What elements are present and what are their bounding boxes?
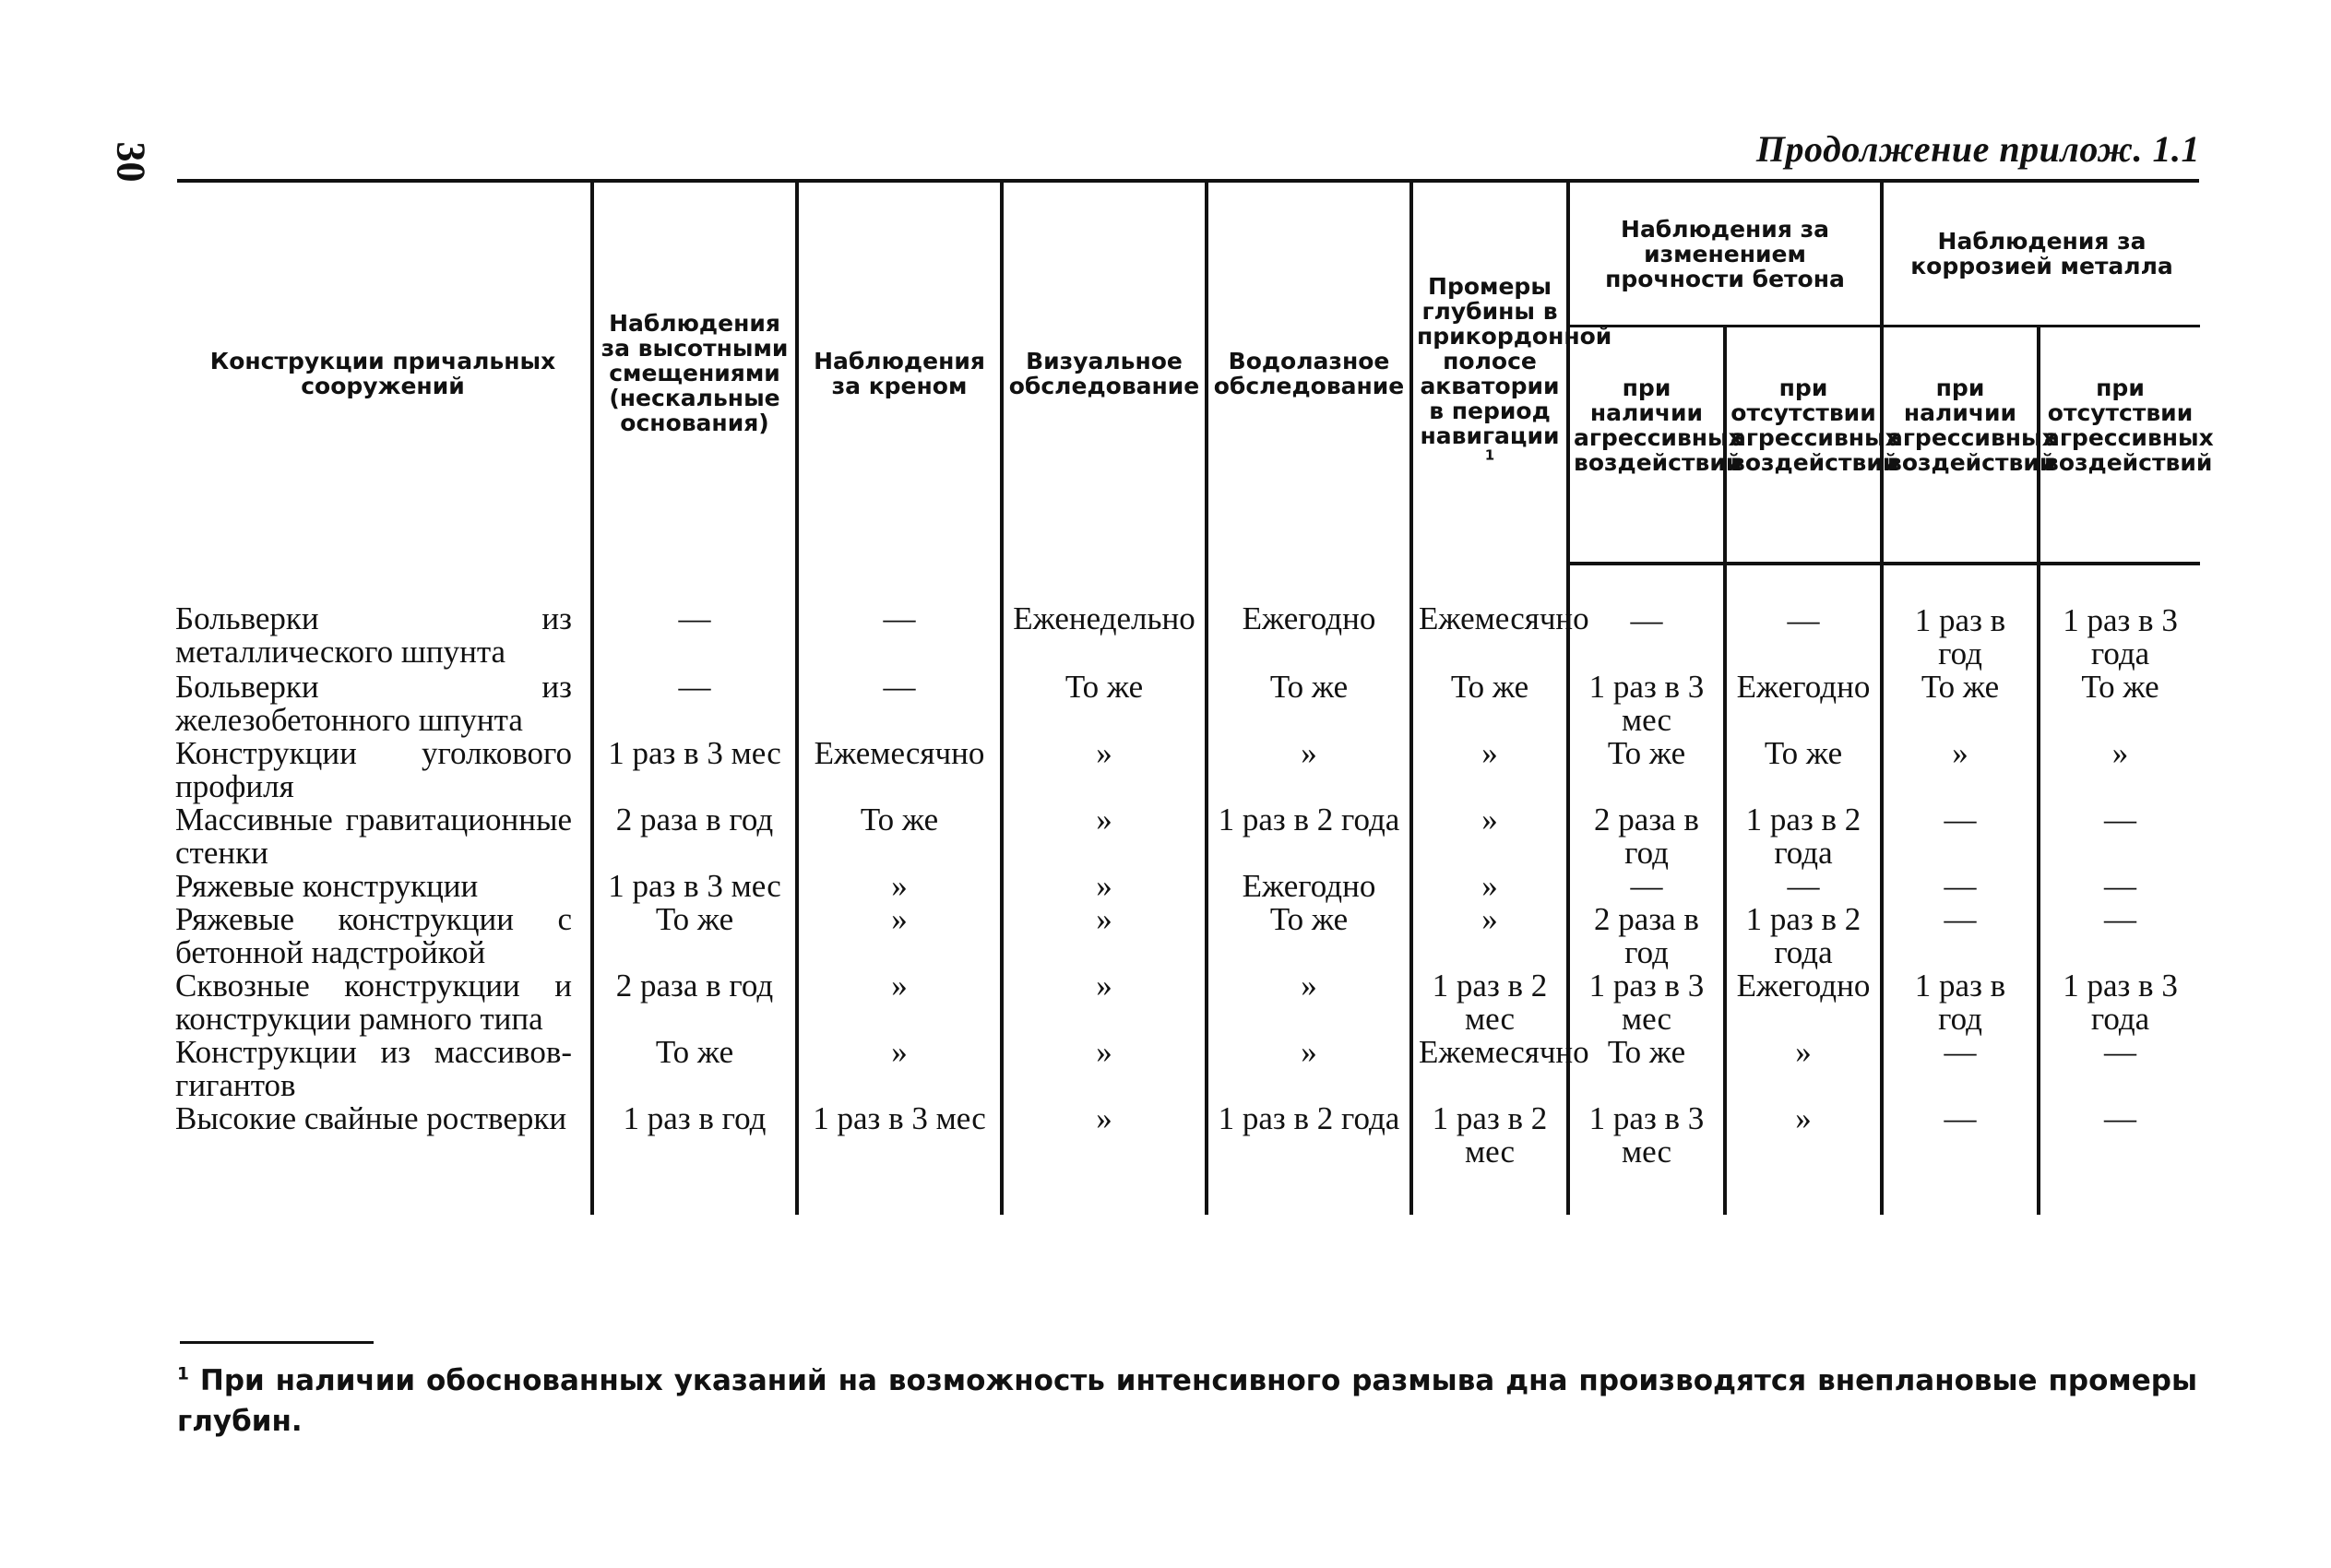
cell-corrosion-without: — — [2039, 1102, 2200, 1215]
cell-visual: » — [1002, 903, 1207, 969]
structure-name: Массивные гравитационные стенки — [175, 802, 572, 871]
cell-corrosion-with: 1 раз в год — [1882, 969, 2039, 1036]
cell-tilt: 1 раз в 3 мес — [797, 1102, 1002, 1215]
cell-corrosion-with: 1 раз в год — [1882, 564, 2039, 671]
cell-corrosion-without: 1 раз в 3 года — [2039, 969, 2200, 1036]
cell-concrete-with: — — [1568, 564, 1725, 671]
cell-visual: » — [1002, 1102, 1207, 1215]
cell-tilt: Ежемесячно — [797, 737, 1002, 803]
footnote-rule — [180, 1341, 374, 1344]
cell-diving: То же — [1207, 671, 1411, 737]
cell-concrete-without: » — [1725, 1102, 1882, 1215]
structure-name: Больверки из металлического шпунта — [175, 600, 572, 670]
inspection-schedule-table — [175, 183, 2214, 1215]
cell-height: То же — [592, 903, 797, 969]
cell-visual: » — [1002, 803, 1207, 870]
cell-visual: » — [1002, 1036, 1207, 1102]
cell-depth: » — [1411, 870, 1568, 903]
cell-depth: » — [1411, 903, 1568, 969]
cell-depth: То же — [1411, 671, 1568, 737]
header-diving: Водолазное обследование — [1207, 183, 1411, 564]
cell-tilt: » — [797, 969, 1002, 1036]
header-corrosion-group: Наблюдения за коррозией металла — [1882, 183, 2200, 327]
structure-name: Ряжевые конструкции — [175, 868, 479, 904]
header-concrete-without: при отсутствии агрессивных воздействий — [1725, 327, 1882, 564]
cell-depth: 1 раз в 2 мес — [1411, 1102, 1568, 1215]
footnote-text: При наличии обоснованных указаний на возможность интенсивного размыва дна производятся внеплановые промеры глубин. — [177, 1364, 2197, 1438]
cell-concrete-with: 1 раз в 3 мес — [1568, 1102, 1725, 1215]
cell-corrosion-with: — — [1882, 903, 2039, 969]
cell-diving: Ежегодно — [1207, 870, 1411, 903]
cell-concrete-without: То же — [1725, 737, 1882, 803]
cell-depth: Ежемесячно — [1411, 564, 1568, 671]
header-structures: Конструкции причальных сооружений — [209, 347, 556, 399]
cell-corrosion-without: — — [2039, 803, 2200, 870]
table-row — [175, 969, 2200, 1036]
cell-concrete-without: Ежегодно — [1725, 671, 1882, 737]
header-tilt: Наблюдения за креном — [797, 183, 1002, 564]
cell-height: 2 раза в год — [592, 969, 797, 1036]
continuation-caption: Продолжение прилож. 1.1 — [1755, 128, 2200, 170]
cell-depth: » — [1411, 803, 1568, 870]
cell-concrete-with: 2 раза в год — [1568, 903, 1725, 969]
cell-visual: » — [1002, 969, 1207, 1036]
cell-concrete-with: 2 раза в год — [1568, 803, 1725, 870]
structure-name: Сквозные конструкции и конструкции рамного типа — [175, 968, 572, 1037]
cell-height: 2 раза в год — [592, 803, 797, 870]
cell-height: — — [592, 671, 797, 737]
cell-height: — — [592, 564, 797, 671]
cell-concrete-with: 1 раз в 3 мес — [1568, 671, 1725, 737]
cell-tilt: — — [797, 564, 1002, 671]
header-visual: Визуальное обследование — [1002, 183, 1207, 564]
cell-corrosion-without: — — [2039, 903, 2200, 969]
header-concrete-group: Наблюдения за изменением прочности бетона — [1568, 183, 1882, 327]
table-row — [175, 737, 2200, 803]
cell-tilt: — — [797, 671, 1002, 737]
cell-concrete-without: 1 раз в 2 года — [1725, 803, 1882, 870]
cell-concrete-with: 1 раз в 3 мес — [1568, 969, 1725, 1036]
cell-tilt: » — [797, 903, 1002, 969]
cell-corrosion-with: — — [1882, 1102, 2039, 1215]
cell-corrosion-with: — — [1882, 803, 2039, 870]
structure-name: Ряжевые конструкции с бетонной надстройкой — [175, 901, 572, 970]
header-concrete-with: при наличии агрессивных воздействий — [1568, 327, 1725, 564]
footnote-mark: 1 — [177, 1364, 189, 1384]
cell-height: 1 раз в 3 мес — [592, 870, 797, 903]
cell-diving: То же — [1207, 903, 1411, 969]
cell-visual: » — [1002, 737, 1207, 803]
cell-corrosion-without: То же — [2039, 671, 2200, 737]
header-depth — [1411, 183, 1612, 564]
cell-concrete-without: — — [1725, 870, 1882, 903]
cell-corrosion-without: 1 раз в 3 года — [2039, 564, 2200, 671]
cell-concrete-with: — — [1568, 870, 1725, 903]
cell-depth: Ежемесячно — [1411, 1036, 1568, 1102]
cell-depth: » — [1411, 737, 1568, 803]
structure-name: Конструкции уголкового профиля — [175, 735, 572, 804]
header-corrosion-with: при наличии агрессивных воздействий — [1882, 327, 2039, 564]
table-row — [175, 1102, 2200, 1215]
cell-concrete-without: » — [1725, 1036, 1882, 1102]
cell-diving: » — [1207, 969, 1411, 1036]
cell-corrosion-with: » — [1882, 737, 2039, 803]
cell-diving: Ежегодно — [1207, 564, 1411, 671]
cell-height: 1 раз в 3 мес — [592, 737, 797, 803]
table-row — [175, 903, 2200, 969]
cell-tilt: То же — [797, 803, 1002, 870]
structure-name: Конструкции из массивов-гигантов — [175, 1034, 572, 1103]
cell-concrete-without: Ежегодно — [1725, 969, 1882, 1036]
footnote-ref: 1 — [1484, 446, 1495, 464]
header-height-shift: Наблюдения за высотными смещениями (нескальные основания) — [592, 183, 797, 564]
cell-diving: » — [1207, 737, 1411, 803]
footnote — [177, 1360, 2197, 1442]
cell-corrosion-with: То же — [1882, 671, 2039, 737]
header-depth-label: Промеры глубины в прикордонной полосе акватории в период навигации — [1417, 272, 1612, 449]
cell-height: 1 раз в год — [592, 1102, 797, 1215]
cell-visual: » — [1002, 870, 1207, 903]
cell-diving: 1 раз в 2 года — [1207, 803, 1411, 870]
cell-concrete-without: 1 раз в 2 года — [1725, 903, 1882, 969]
cell-diving: 1 раз в 2 года — [1207, 1102, 1411, 1215]
cell-depth: 1 раз в 2 мес — [1411, 969, 1568, 1036]
structure-name: Больверки из железобетонного шпунта — [175, 669, 572, 738]
cell-visual: То же — [1002, 671, 1207, 737]
cell-concrete-without: — — [1725, 564, 1882, 671]
table-row — [175, 803, 2200, 870]
cell-corrosion-with: — — [1882, 1036, 2039, 1102]
table-row — [175, 671, 2200, 737]
cell-corrosion-without: — — [2039, 870, 2200, 903]
cell-tilt: » — [797, 1036, 1002, 1102]
cell-concrete-with: То же — [1568, 1036, 1725, 1102]
cell-tilt: » — [797, 870, 1002, 903]
cell-height: То же — [592, 1036, 797, 1102]
table-row — [175, 564, 2200, 671]
cell-corrosion-without: — — [2039, 1036, 2200, 1102]
cell-concrete-with: То же — [1568, 737, 1725, 803]
table-row — [175, 1036, 2200, 1102]
header-corrosion-without: при отсутствии агрессивных воздействий — [2039, 327, 2200, 564]
cell-corrosion-without: » — [2039, 737, 2200, 803]
table-row — [175, 870, 2200, 903]
cell-corrosion-with: — — [1882, 870, 2039, 903]
page-number: 30 — [108, 141, 154, 183]
cell-diving: » — [1207, 1036, 1411, 1102]
structure-name: Высокие свайные ростверки — [175, 1100, 567, 1136]
cell-visual: Еженедельно — [1002, 564, 1207, 671]
